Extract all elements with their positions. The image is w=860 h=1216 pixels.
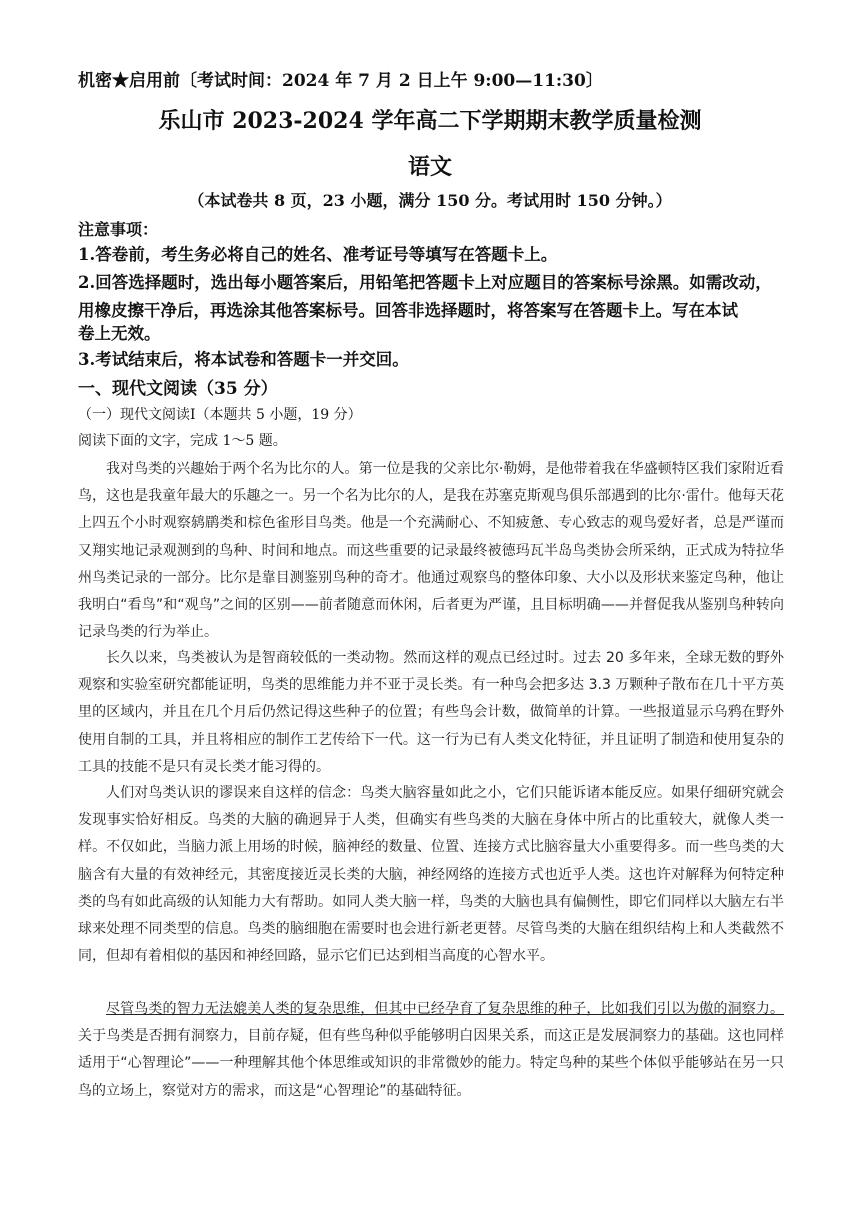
passage-paragraph-3: 人们对鸟类认识的谬误来自这样的信念：鸟类大脑容量如此之小，它们只能诉诸本能反应。如果仔细研究就会发现事实恰好相反。鸟类的大脑的确迥异于人类，但确实有些鸟类的大脑在身体中所占的比重较大，就像人类一样。不仅如此，当脑力派上用场的时候，脑神经的数量、位置、连接方式比脑容量大小重要得多。而一些鸟类的大脑含有大量的有效神经元，其密度接近灵长类的大脑，神经网络的连接方式也近乎人类。这也许对解释为何特定种类的鸟有如此高级的认知能力大有帮助。如同人类大脑一样，鸟类的大脑也具有偏侧性，即它们同样以大脑左右半球来处理不同类型的信息。鸟类的脑细胞在需要时也会进行新老更替。尽管鸟类的大脑在组织结构上和人类截然不同，但却有着相似的基因和神经回路，显示它们已达到相当高度的心智水平。 — [78, 785, 784, 965]
paragraph-4-rest: 关于鸟类是否拥有洞察力，目前存疑，但有些鸟种似乎能够明白因果关系，而这正是发展洞察力的基础。这也同样适用于“心智理论”——一种理解其他个体思维或知识的非常微妙的能力。特定鸟种的某些个体似乎能够站在另一只鸟的立场上，察觉对方的需求，而这是“心智理论”的基础特征。 — [78, 1028, 784, 1099]
reading-instruction: 阅读下面的文字，完成 1～5 题。 — [78, 433, 287, 449]
notice-item: 1.答卷前，考生务必将自己的姓名、准考证号等填写在答题卡上。 — [78, 245, 558, 264]
confidential-notice: 机密★启用前〔考试时间：2024 年 7 月 2 日上午 9:00—11:30〕 — [78, 71, 603, 91]
passage-paragraph-2: 长久以来，鸟类被认为是智商较低的一类动物。然而这样的观点已经过时。过去 20 多年来，全球无数的野外观察和实验室研究都能证明，鸟类的思维能力并不亚于灵长类。有一种鸟会把多达 3.3 万颗种子散布在几十平方英里的区域内，并且在几个月后仍然记得这些种子的位置；有些鸟会计数，做简单的计算。一些报道显示乌鸦在野外使用自制的工具，并且将相应的制作工艺传给下一代。这一行为已有人类文化特征，并且证明了制造和使用复杂的工具的技能不是只有灵长类才能习得的。 — [78, 650, 784, 775]
exam-title: 乐山市 2023-2024 学年高二下学期期末教学质量检测 — [158, 108, 702, 134]
passage-paragraph-1: 我对鸟类的兴趣始于两个名为比尔的人。第一位是我的父亲比尔·勒姆，是他带着我在华盛顿特区我们家附近看鸟，这也是我童年最大的乐趣之一。另一个名为比尔的人，是我在苏塞克斯观鸟俱乐部遇到的比尔·雷什。他每天花上四五个小时观察鸫鹛类和棕色雀形目鸟类。他是一个充满耐心、不知疲惫、专心致志的观鸟爱好者，总是严谨而又翔实地记录观测到的鸟种、时间和地点。而这些重要的记录最终被德玛瓦半岛鸟类协会所采纳，正式成为特拉华州鸟类记录的一部分。比尔是靠目测鉴别鸟种的奇才。他通过观察鸟的整体印象、大小以及形状来鉴定鸟种，他让我明白“看鸟”和“观鸟”之间的区别——前者随意而休闲，后者更为严谨，且目标明确——并督促我从鉴别鸟种转向记录鸟类的行为举止。 — [78, 461, 784, 641]
section-title: 一、现代文阅读（35 分） — [78, 379, 278, 399]
notice-item: 2.回答选择题时，选出每小题答案后，用铅笔把答题卡上对应题目的答案标号涂黑。如需改动， — [78, 273, 772, 292]
notice-item: 卷上无效。 — [78, 324, 161, 343]
underlined-sentence: 尽管鸟类的智力无法媲美人类的复杂思维，但其中已经孕育了复杂思维的种子，比如我们引以为傲的洞察力。 — [106, 1001, 784, 1017]
section-subtitle: （一）现代文阅读Ⅰ（本题共 5 小题，19 分） — [78, 407, 362, 423]
notice-item: 用橡皮擦干净后，再选涂其他答案标号。回答非选择题时，将答案写在答题卡上。写在本试 — [78, 301, 738, 320]
notice-heading: 注意事项： — [78, 220, 159, 239]
notice-item: 3.考试结束后，将本试卷和答题卡一并交回。 — [78, 350, 409, 369]
exam-info: （本试卷共 8 页，23 小题，满分 150 分。考试用时 150 分钟。） — [188, 191, 672, 210]
passage-paragraph-4 — [78, 996, 784, 1105]
subject-title: 语文 — [407, 154, 452, 180]
